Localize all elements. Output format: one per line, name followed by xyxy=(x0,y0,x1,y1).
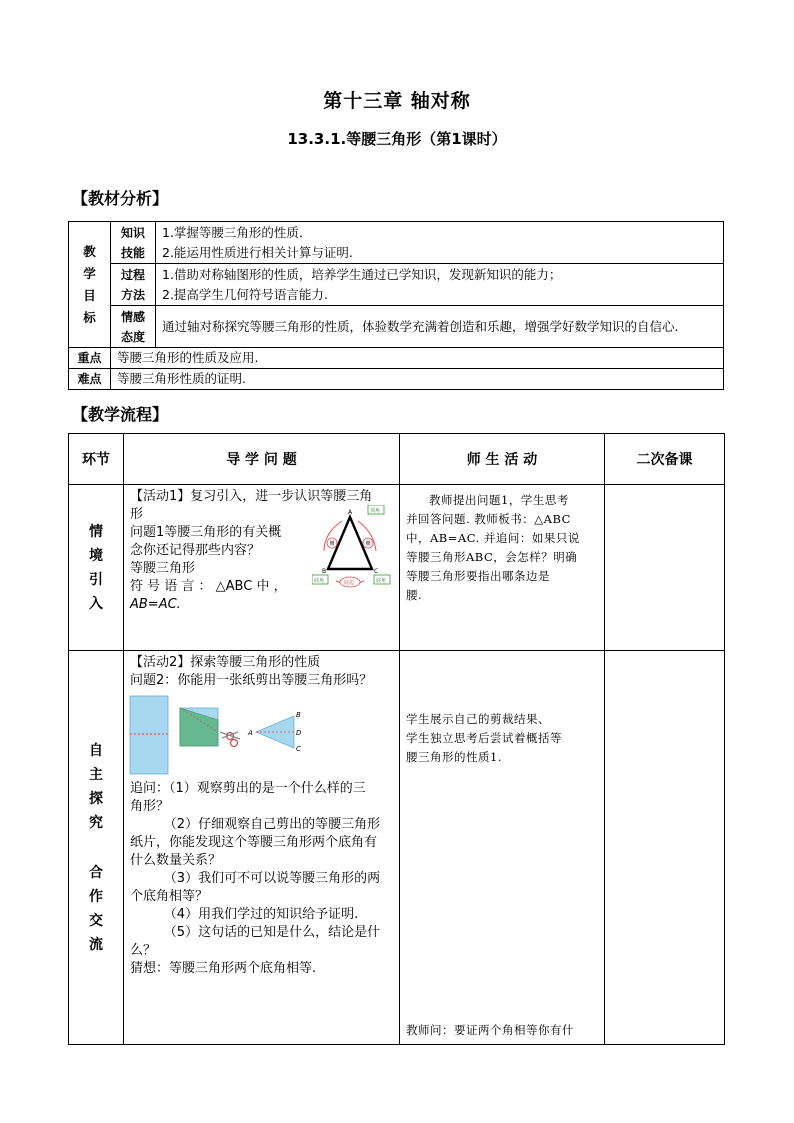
analysis-table xyxy=(68,221,724,390)
fig1-left-tag: 底角 xyxy=(314,578,325,584)
isosceles-triangle-figure xyxy=(312,505,392,589)
header-notes: 二次备课 xyxy=(605,434,725,485)
fig2-a-label: A xyxy=(248,729,253,737)
activity2-cell: 【活动2】探索等腰三角形的性质 问题2：你能用一张纸剪出等腰三角形吗？ A B D C 追问：（1）观察剪出的是一个什么样的三 角形？ （2）仔细观察自己剪出的等腰三角形 纸片，你能发现这个等腰三角形两个底角有 什么数量关系？ （3）我们可不可以说等腰三角形的两 个底角相等？ （4）用我们学过的知识给予证明. （5）这句话的已知是什么，结论是什 么？ 猜想：等腰三角形两个底角相等. xyxy=(124,651,400,1045)
activity1-cell: 【活动1】复习引入，进一步认识等腰三角 形 问题1等腰三角形的有关概 念你还记得那些内容？ 等腰三角形 符 号 语 言 ： △ABC 中 ， AB=AC. A B C 顶角 底角 底角 底边 腰 腰 xyxy=(124,485,400,651)
notes-cell-2 xyxy=(605,651,725,1045)
fig1-apex-label: A xyxy=(348,509,353,516)
stage1-label: 情 境 引 入 xyxy=(69,485,124,651)
fig1-left-label: B xyxy=(322,568,327,575)
key-content: 等腰三角形的性质及应用. xyxy=(111,348,724,369)
lesson-title: 13.3.1.等腰三角形（第1课时） xyxy=(287,130,507,148)
fig1-base-tag: 底边 xyxy=(344,580,355,586)
fig1-leg-right: 腰 xyxy=(365,541,371,547)
fig2-b-label: B xyxy=(296,711,301,719)
emotion-content: 通过轴对称探究等腰三角形的性质，体验数学充满着创造和乐趣，增强学好数学知识的自信心. xyxy=(156,306,724,348)
difficulty-label: 难点 xyxy=(69,369,111,390)
fig2-d-label: D xyxy=(296,729,302,737)
fig1-leg-left: 腰 xyxy=(329,541,335,547)
key-label: 重点 xyxy=(69,348,111,369)
chapter-title: 第十三章 轴对称 xyxy=(323,90,471,112)
fig1-top-tag: 顶角 xyxy=(370,508,381,514)
knowledge-content: 1.掌握等腰三角形的性质. 2.能运用性质进行相关计算与证明. xyxy=(156,222,724,264)
paper-cutting-figure xyxy=(128,692,313,780)
section-analysis-heading: 【教材分析】 xyxy=(72,189,169,208)
stage2-label: 自 主 探 究 合 作 交 流 xyxy=(69,651,124,1045)
emotion-label: 情感 态度 xyxy=(111,306,156,348)
fig1-right-label: C xyxy=(374,568,379,575)
goal-label: 教 学 目 标 xyxy=(69,222,111,348)
notes-cell-1 xyxy=(605,485,725,651)
header-activity: 师 生 活 动 xyxy=(400,434,605,485)
process-label: 过程 方法 xyxy=(111,264,156,306)
process-content: 1.借助对称轴图形的性质，培养学生通过已学知识，发现新知识的能力； 2.提高学生几何符号语言能力. xyxy=(156,264,724,306)
teacher-activity1-cell: 教师提出问题1，学生思考 并回答问题. 教师板书：△ABC 中，AB=AC. 并追问：如果只说 等腰三角形ABC，会怎样？明确 等腰三角形要指出哪条边是 腰. xyxy=(400,485,605,651)
fig2-c-label: C xyxy=(296,745,301,753)
difficulty-content: 等腰三角形性质的证明. xyxy=(111,369,724,390)
section-flow-heading: 【教学流程】 xyxy=(72,405,169,424)
header-stage: 环节 xyxy=(69,434,124,485)
knowledge-label: 知识 技能 xyxy=(111,222,156,264)
header-question: 导 学 问 题 xyxy=(124,434,400,485)
flow-table xyxy=(68,433,725,1045)
teacher-question-line: 教师问：要证两个角相等你有什 xyxy=(406,1023,574,1037)
fig1-right-tag: 底角 xyxy=(376,578,387,584)
teacher-activity2-cell: 学生展示自己的剪裁结果、 学生独立思考后尝试着概括等 腰三角形的性质1. 教师问：要证两个角相等你有什 xyxy=(400,651,605,1045)
